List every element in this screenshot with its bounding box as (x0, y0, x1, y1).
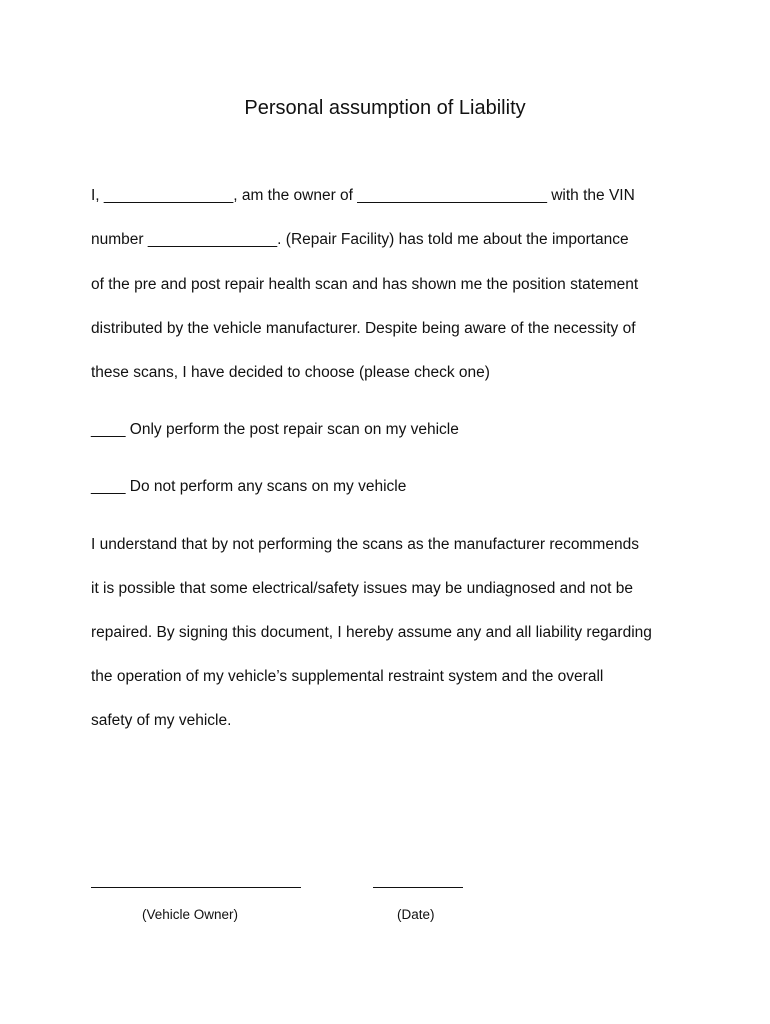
paragraph1-line-2: number _______________. (Repair Facility) has told me about the importance (91, 231, 629, 248)
paragraph1-line-5: these scans, I have decided to choose (please check one) (91, 364, 490, 381)
vehicle-owner-label: (Vehicle Owner) (142, 907, 239, 922)
date-signature-line (373, 887, 463, 888)
paragraph1-line-3: of the pre and post repair health scan and has shown me the position statement (91, 276, 639, 293)
option-post-repair-scan: ____ Only perform the post repair scan on my vehicle (91, 421, 459, 438)
paragraph1-line-1: I, _______________, am the owner of ______________________ with the VIN (91, 187, 635, 204)
option-no-scans: ____ Do not perform any scans on my vehicle (91, 478, 407, 495)
paragraph2-line-4: the operation of my vehicle’s supplemental restraint system and the overall (91, 668, 604, 685)
date-label: (Date) (397, 907, 435, 922)
owner-signature-line (91, 887, 301, 888)
document-title: Personal assumption of Liability (244, 97, 526, 119)
paragraph2-line-2: it is possible that some electrical/safety issues may be undiagnosed and not be (91, 580, 633, 597)
paragraph1-line-4: distributed by the vehicle manufacturer. Despite being aware of the necessity of (91, 320, 636, 337)
paragraph2-line-1: I understand that by not performing the scans as the manufacturer recommends (91, 536, 639, 553)
paragraph2-line-5: safety of my vehicle. (91, 712, 232, 729)
paragraph2-line-3: repaired. By signing this document, I hereby assume any and all liability regarding (91, 624, 652, 641)
